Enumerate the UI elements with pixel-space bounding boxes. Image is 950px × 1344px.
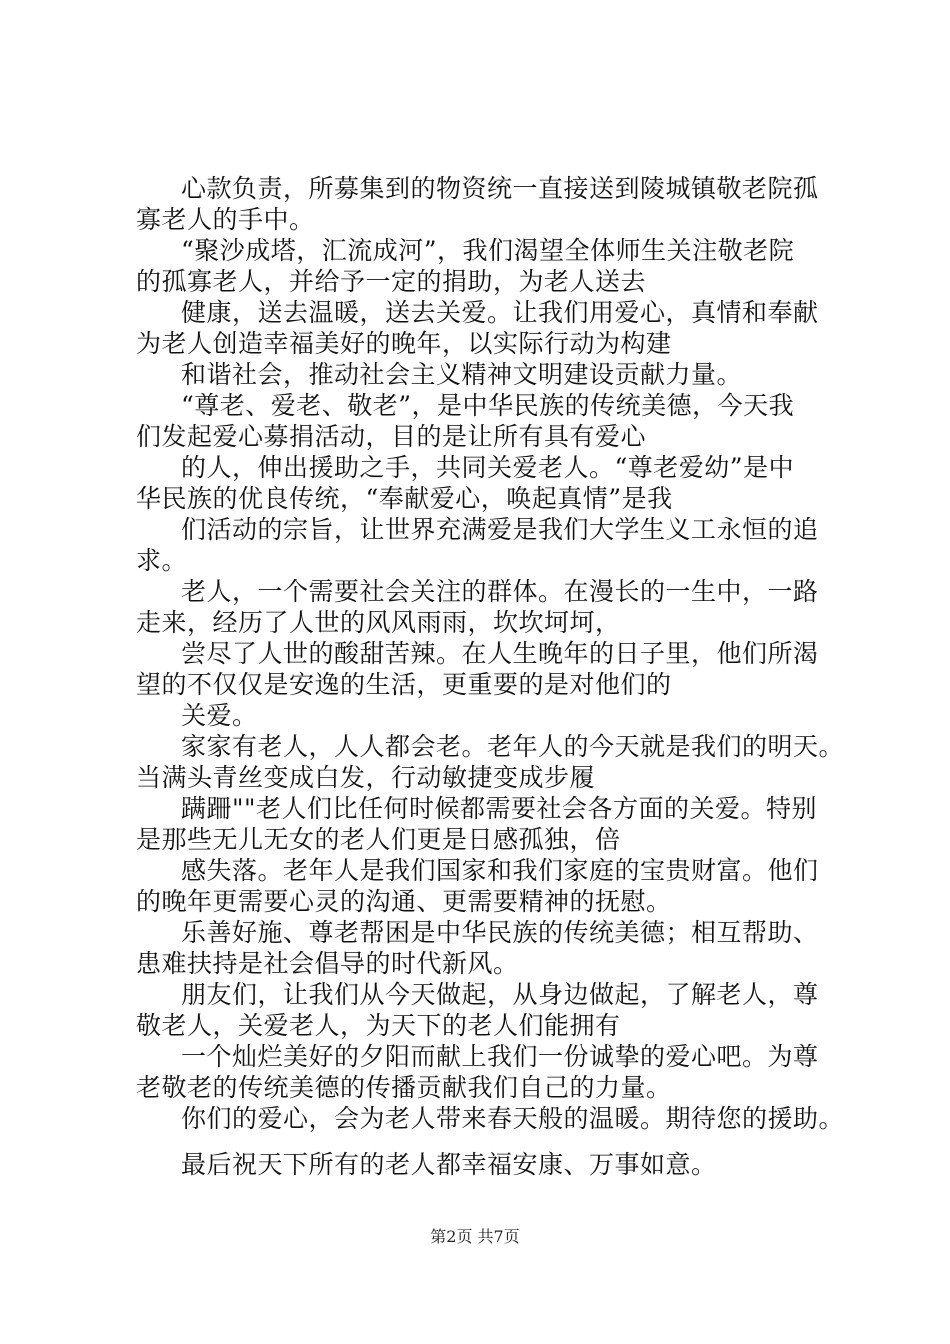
text-line: 一个灿烂美好的夕阳而献上我们一份诚挚的爱心吧。为尊: [181, 1042, 819, 1071]
text-line: 乐善好施、尊老帮困是中华民族的传统美德；相互帮助、: [181, 918, 819, 947]
text-line: 家家有老人，人人都会老。老年人的今天就是我们的明天。: [181, 732, 845, 761]
text-line: 走来，经历了人世的风风雨雨，坎坎坷坷，: [136, 608, 621, 637]
text-line: “尊老、爱老、敬老”，是中华民族的传统美德，今天我: [181, 391, 795, 420]
text-line: 们活动的宗旨，让世界充满爱是我们大学生义工永恒的追: [181, 515, 819, 544]
text-line: 寡老人的手中。: [136, 205, 315, 234]
text-line: 你们的爱心，会为老人带来春天般的温暖。期待您的援助。: [181, 1104, 845, 1133]
text-line: 的人，伸出援助之手，共同关爱老人。“尊老爱幼”是中: [181, 453, 795, 482]
text-line: 蹒跚""老人们比任何时候都需要社会各方面的关爱。特别: [181, 794, 818, 823]
text-line: “聚沙成塔，汇流成河”，我们渴望全体师生关注敬老院: [181, 236, 795, 265]
text-line: 感失落。老年人是我们国家和我们家庭的宝贵财富。他们: [181, 856, 819, 885]
text-line: 望的不仅仅是安逸的生活，更重要的是对他们的: [136, 670, 672, 699]
text-line: 和谐社会，推动社会主义精神文明建设贡献力量。: [181, 360, 743, 389]
text-line: 关爱。: [181, 701, 258, 730]
text-line: 尝尽了人世的酸甜苦辣。在人生晚年的日子里，他们所渴: [181, 639, 819, 668]
text-line: 敬老人，关爱老人，为天下的老人们能拥有: [136, 1011, 621, 1040]
page-number-footer: 第2页 共7页: [430, 1227, 520, 1246]
text-line: 是那些无儿无女的老人们更是日感孤独，倍: [136, 825, 621, 854]
text-line: 的孤寡老人，并给予一定的捐助，为老人送去: [136, 267, 647, 296]
text-line: 们发起爱心募捐活动，目的是让所有具有爱心: [136, 422, 647, 451]
text-line: 心款负责，所募集到的物资统一直接送到陵城镇敬老院孤: [181, 174, 819, 203]
text-line: 朋友们，让我们从今天做起，从身边做起，了解老人，尊: [181, 980, 819, 1009]
text-line: 华民族的优良传统，“奉献爱心，唤起真情”是我: [136, 484, 673, 513]
text-line: 为老人创造幸福美好的晚年，以实际行动为构建: [136, 329, 672, 358]
text-line: 的晚年更需要心灵的沟通、更需要精神的抚慰。: [136, 887, 672, 916]
text-line: 老人，一个需要社会关注的群体。在漫长的一生中，一路: [181, 577, 819, 606]
text-line: 求。: [136, 546, 188, 575]
text-line: 老敬老的传统美德的传播贡献我们自己的力量。: [136, 1073, 672, 1102]
text-line: 当满头青丝变成白发，行动敏捷变成步履: [136, 763, 596, 792]
text-line: 健康，送去温暖，送去关爱。让我们用爱心，真情和奉献: [181, 298, 819, 327]
text-line: 患难扶持是社会倡导的时代新风。: [136, 949, 519, 978]
text-line: 最后祝天下所有的老人都幸福安康、万事如意。: [181, 1150, 717, 1179]
